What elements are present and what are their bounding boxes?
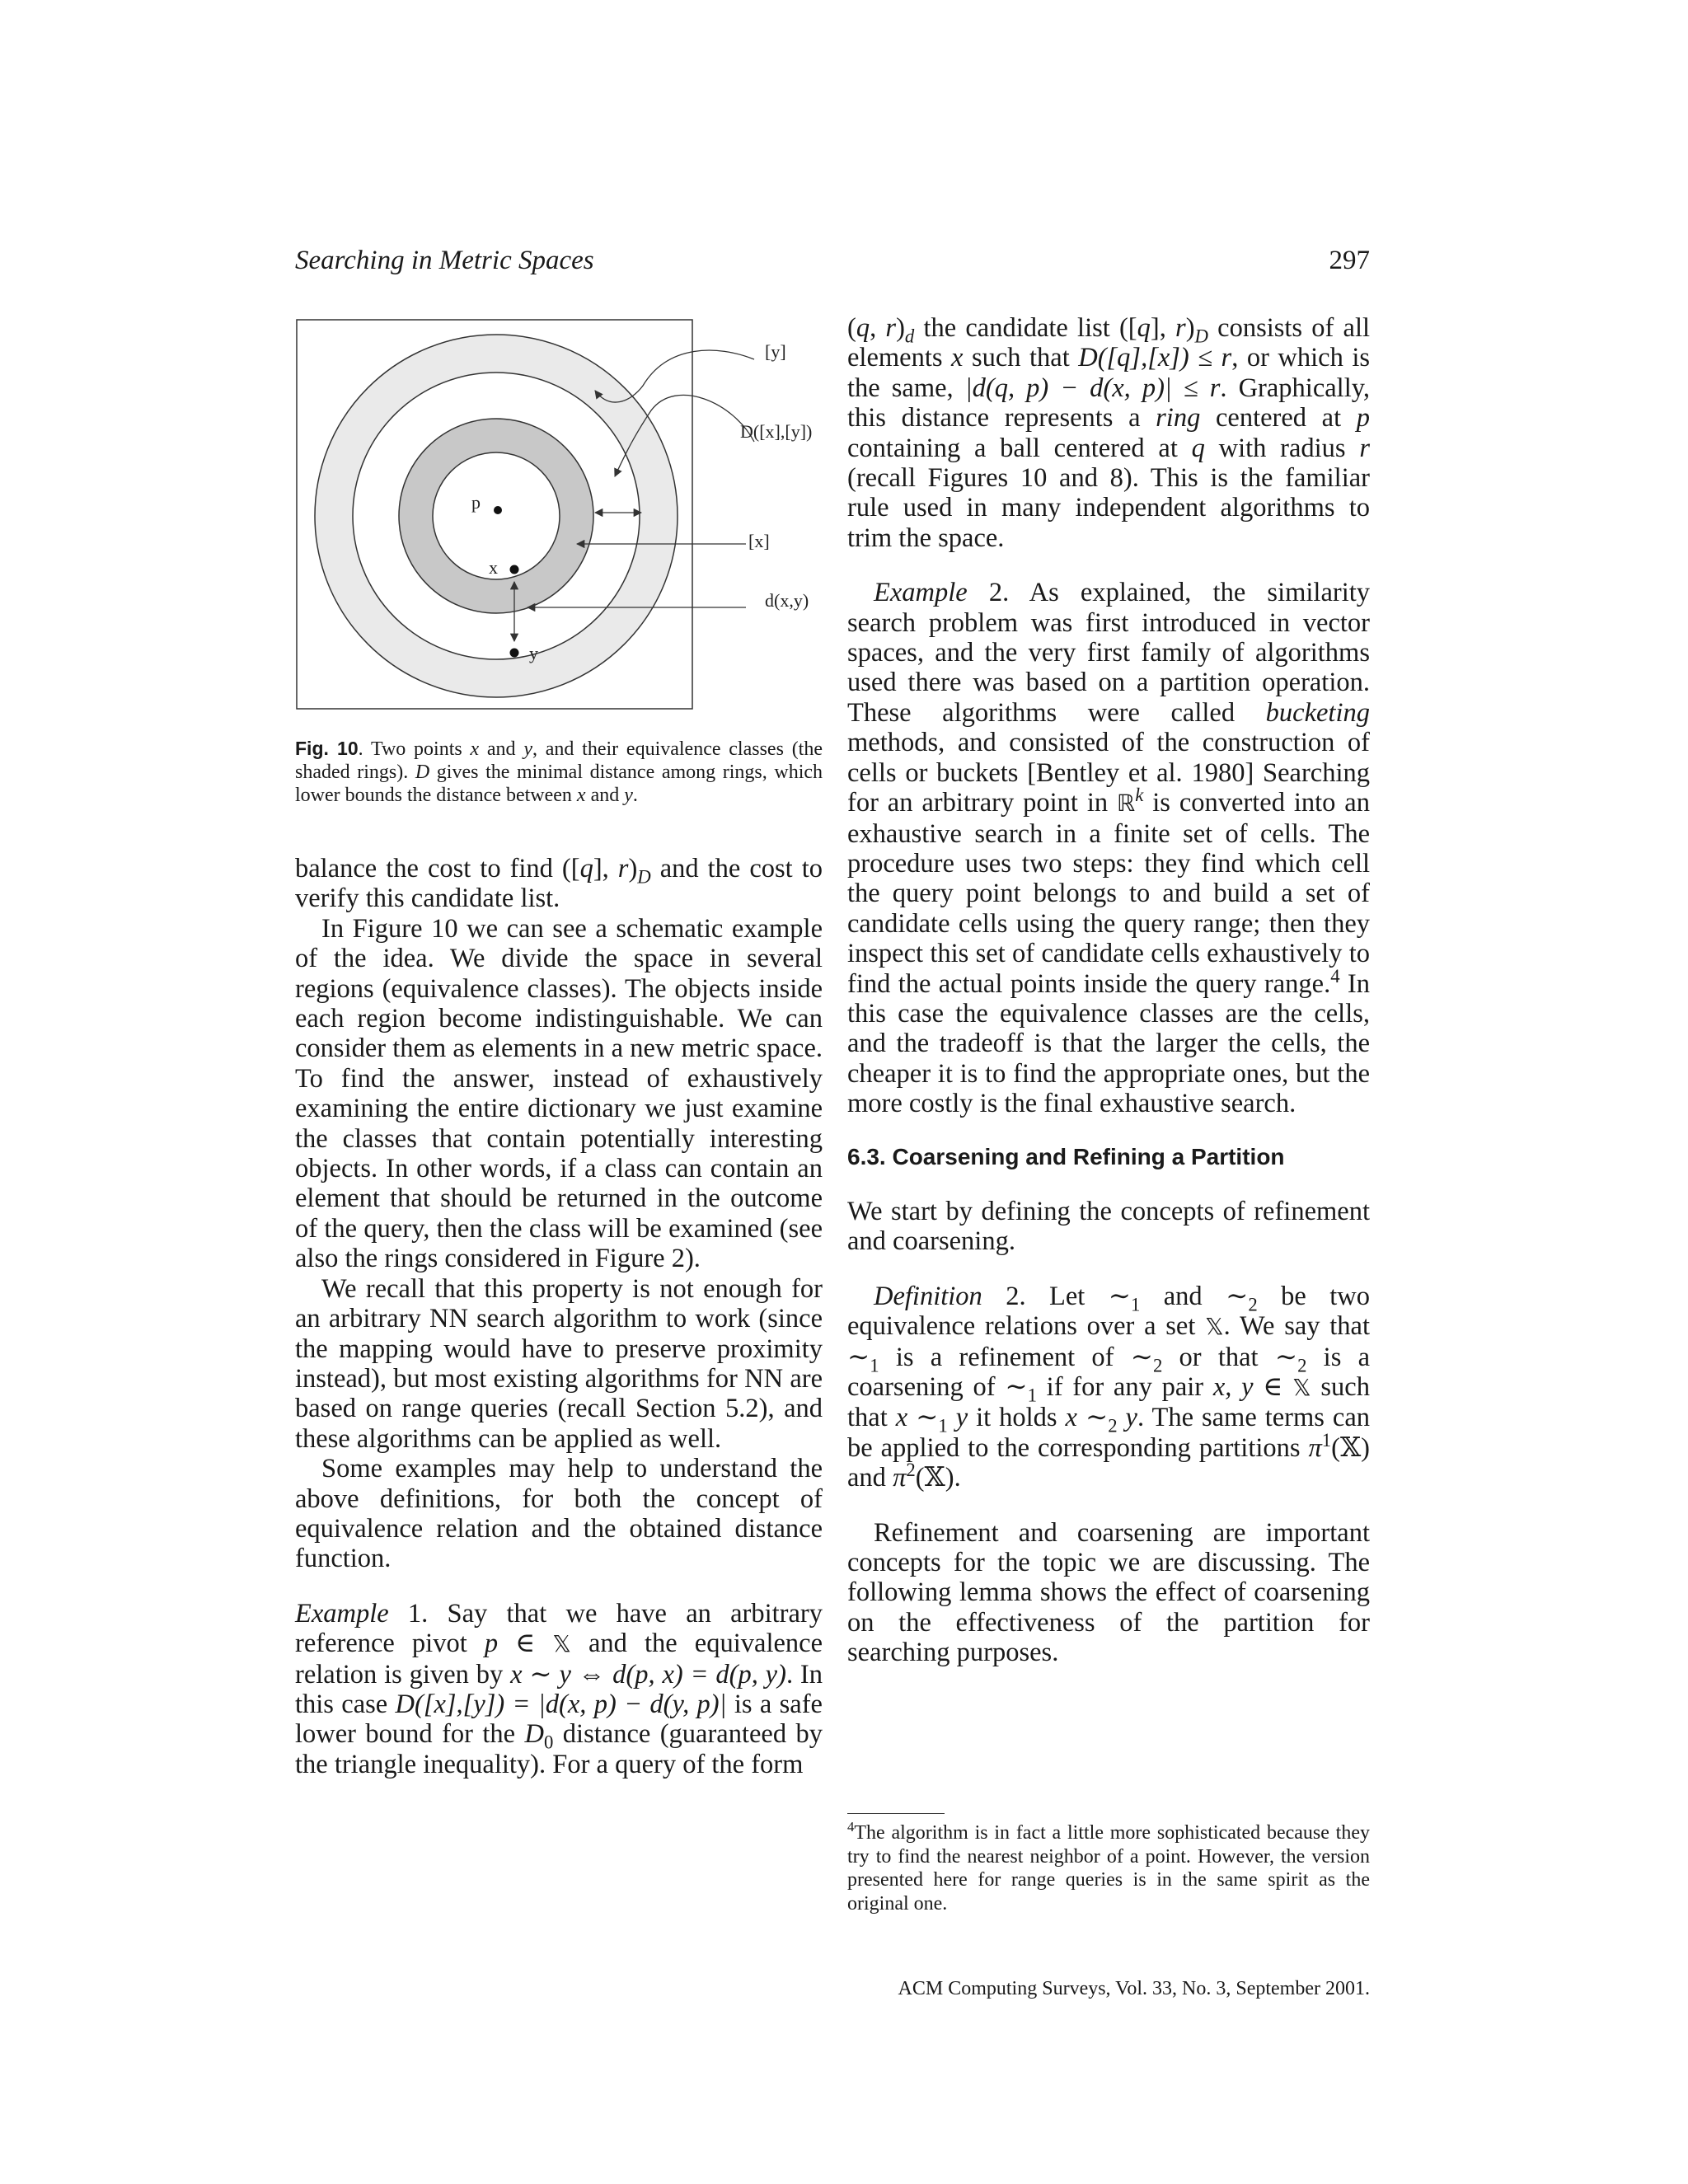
- label-d-xy: d(x,y): [765, 590, 809, 611]
- point-y: [510, 649, 519, 658]
- paragraph: We start by defining the concepts of refinement and coarsening.: [847, 1196, 1370, 1257]
- definition-2: Definition 2. Let $\sim_1$ and $\sim_2$ be two equivalence relations over a set 𝕏. We say that $\sim_1$ is a refinement of $\sim_2$ or that $\sim_2$ is a coarsening of $\sim_1$ if for any pair x, y ∈ 𝕏 such that x $\sim_1$ y it holds x $\sim_2$ y. The same terms can be applied to the corresponding partitions $\pi^1(𝕏)$ and $\pi^2(𝕏)$.: [847, 1281, 1371, 1493]
- paragraph: Refinement and coarsening are important concepts for the topic we are discussing. The following lemma shows the effect of coarsening on the effectiveness of the partition for searching purposes.: [847, 1517, 1370, 1668]
- caption-label: Fig. 10: [295, 738, 359, 759]
- footnote-number: 4: [847, 1819, 855, 1835]
- section-heading: 6.3. Coarsening and Refining a Partition: [847, 1143, 1285, 1169]
- label-x: x: [489, 557, 498, 578]
- footnote-ref: 4: [1330, 965, 1340, 987]
- label-p: p: [471, 492, 481, 513]
- figure-10-caption: Fig. 10. Two points x and y, and their equivalence classes (the shaded rings). D gives the minimal distance among rings, which lower bounds the distance between x and y.: [295, 738, 823, 806]
- point-x: [510, 565, 519, 574]
- label-y: y: [529, 643, 538, 663]
- paragraph: In Figure 10 we can see a schematic example of the idea. We divide the space in several regions (equivalence classes). The objects inside each region become indistinguishable. We can consider them as elements in a new metric space. To find the answer, instead of exhaustively examining the entire dictionary we just examine the classes that contain potentially interesting objects. In other words, if a class can contain an element that should be returned in the outcome of the query, then the class will be examined (see also the rings considered in Figure 2).: [295, 913, 823, 1274]
- pivot-point-p: [494, 506, 502, 514]
- label-y-class: [y]: [765, 341, 786, 362]
- right-column: [847, 313, 1370, 1668]
- label-x-class: [x]: [748, 531, 770, 551]
- example-1: Example 1. Say that we have an arbitrary reference pivot p ∈ 𝕏 and the equivalence relation is given by x ∼ y ⇔ d(p, x) = d(p, y). In this case D([x],[y]) = |d(x, p) − d(y, p)| is a safe lower bound for the $D_0$ distance (guaranteed by the triangle inequality). For a query of the form: [295, 1598, 823, 1779]
- paragraph: Some examples may help to understand the above definitions, for both the concept of equivalence relation and the obtained distance function.: [295, 1454, 823, 1574]
- paragraph: We recall that this property is not enough for an arbitrary NN search algorithm to work (since the mapping would have to preserve proximity instead), but most existing algorithms for NN are based on range queries (recall Section 5.2), and these algorithms can be applied as well.: [295, 1273, 823, 1454]
- paragraph: (q, $r)_d$ the candidate list ([q], $r)_D$ consists of all elements x such that D([q],[x]) ≤ r, or which is the same, |d(q, p) − d(x, p)| ≤ r. Graphically, this distance represents a ring centered at p containing a ball centered at q with radius r (recall Figures 10 and 8). This is the familiar rule used in many independent algorithms to trim the space.: [847, 313, 1371, 553]
- left-column: [295, 854, 823, 1779]
- figure-10-diagram: [297, 320, 813, 709]
- example-2: Example 2. As explained, the similarity search problem was first introduced in vector spaces, and the very first family of algorithms used there was based on a partition operation. These algorithms were called bucketing methods, and consisted of the construction of cells or buckets [Bentley et al. 1980] Searching for an arbitrary point in ℝ$^k$ is converted into an exhaustive search in a finite set of cells. The procedure uses two steps: they find which cell the query point belongs to and build a set of candidate cells using the query range; then they inspect this set of candidate cells exhaustively to find the actual points inside the query range.$^4$ In this case the equivalence classes are the cells, and the tradeoff is that the larger the cells, the cheaper it is to find the appropriate ones, but the more costly is the final exhaustive search.: [847, 578, 1371, 1119]
- running-title: Searching in Metric Spaces: [295, 246, 594, 275]
- label-D-class: D([x],[y]): [740, 421, 813, 442]
- journal-footer: ACM Computing Surveys, Vol. 33, No. 3, September 2001.: [898, 1978, 1370, 1999]
- paragraph: balance the cost to find ([q], $r)_D$ and the cost to verify this candidate list.: [295, 854, 823, 914]
- page-number: 297: [1329, 246, 1370, 275]
- footnote-rule: [847, 1813, 945, 1814]
- footnote: $^4$The algorithm is in fact a little more sophisticated because they try to find the nearest neighbor of a point. However, the version presented here for range queries is in the same spirit as the original one.: [847, 1819, 1370, 1915]
